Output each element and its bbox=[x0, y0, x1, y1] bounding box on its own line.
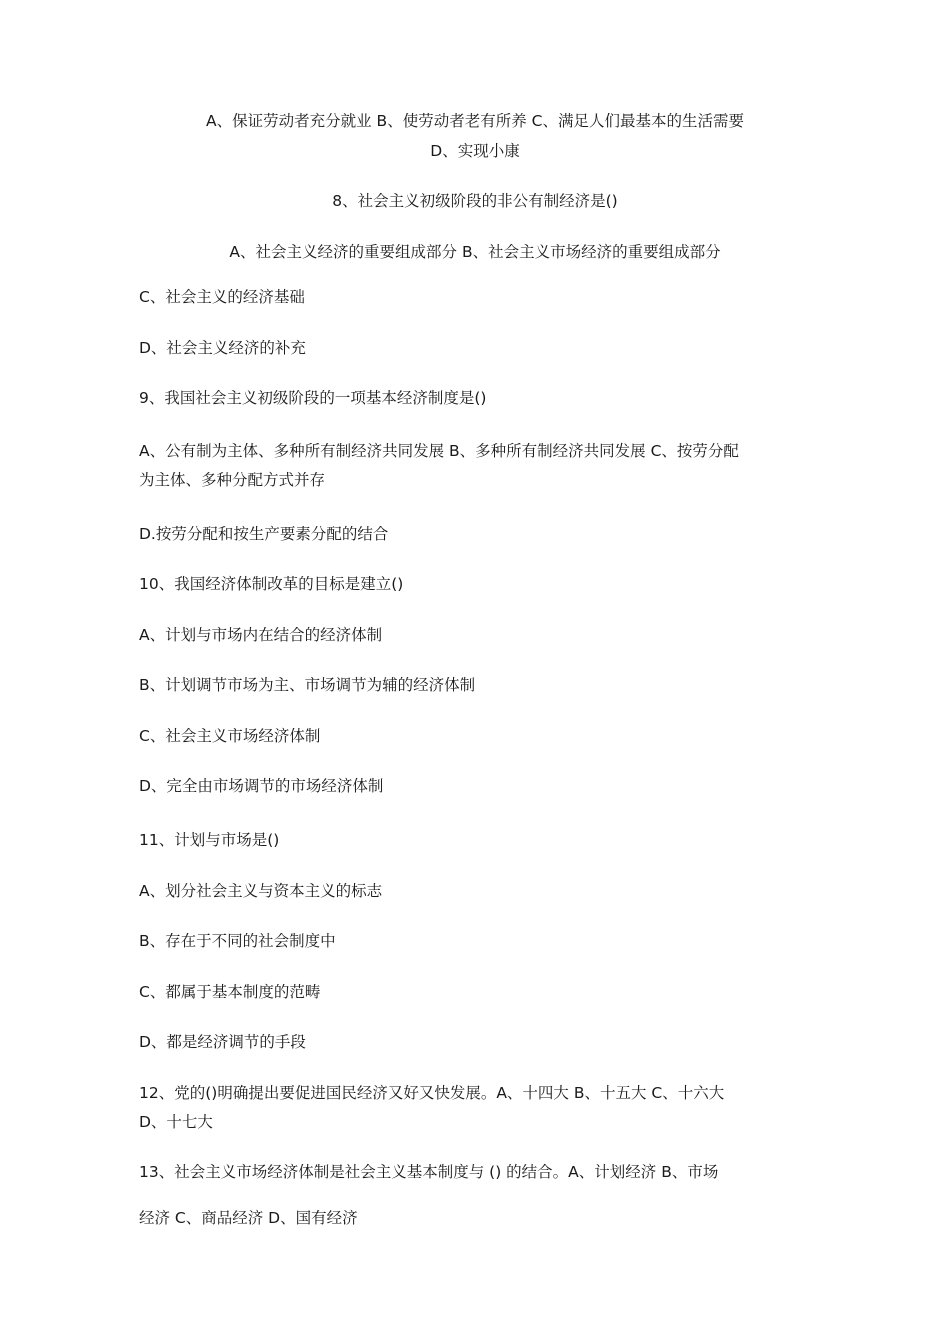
q11-option-c: C、都属于基本制度的范畴 bbox=[139, 983, 321, 1001]
q9-option-d: D.按劳分配和按生产要素分配的结合 bbox=[139, 525, 389, 543]
q8-options-line-1: A、社会主义经济的重要组成部分 B、社会主义市场经济的重要组成部分 bbox=[229, 243, 721, 261]
question-8: 8、社会主义初级阶段的非公有制经济是() bbox=[332, 192, 618, 210]
q10-option-a: A、计划与市场内在结合的经济体制 bbox=[139, 626, 383, 644]
q12-option-d: D、十七大 bbox=[139, 1113, 213, 1131]
q11-option-d: D、都是经济调节的手段 bbox=[139, 1033, 306, 1051]
q10-option-b: B、计划调节市场为主、市场调节为辅的经济体制 bbox=[139, 676, 476, 694]
q11-option-a: A、划分社会主义与资本主义的标志 bbox=[139, 882, 383, 900]
q8-option-d: D、社会主义经济的补充 bbox=[139, 339, 306, 357]
question-11: 11、计划与市场是() bbox=[139, 831, 280, 849]
question-12: 12、党的()明确提出要促进国民经济又好又快发展。A、十四大 B、十五大 C、十六大 bbox=[139, 1084, 725, 1102]
question-9: 9、我国社会主义初级阶段的一项基本经济制度是() bbox=[139, 389, 487, 407]
question-13: 13、社会主义市场经济体制是社会主义基本制度与 () 的结合。A、计划经济 B、市场 bbox=[139, 1163, 719, 1181]
q10-option-d: D、完全由市场调节的市场经济体制 bbox=[139, 777, 384, 795]
q7-options-line-1: A、保证劳动者充分就业 B、使劳动者老有所养 C、满足人们最基本的生活需要 bbox=[206, 112, 744, 130]
q9-options-line-1: A、公有制为主体、多种所有制经济共同发展 B、多种所有制经济共同发展 C、按劳分配 bbox=[139, 442, 739, 460]
q7-option-d: D、实现小康 bbox=[430, 142, 520, 160]
question-10: 10、我国经济体制改革的目标是建立() bbox=[139, 575, 404, 593]
q8-option-c: C、社会主义的经济基础 bbox=[139, 288, 305, 306]
q9-options-line-2: 为主体、多种分配方式并存 bbox=[139, 471, 326, 489]
q10-option-c: C、社会主义市场经济体制 bbox=[139, 727, 321, 745]
q13-options-line-2: 经济 C、商品经济 D、国有经济 bbox=[139, 1209, 358, 1227]
q11-option-b: B、存在于不同的社会制度中 bbox=[139, 932, 336, 950]
